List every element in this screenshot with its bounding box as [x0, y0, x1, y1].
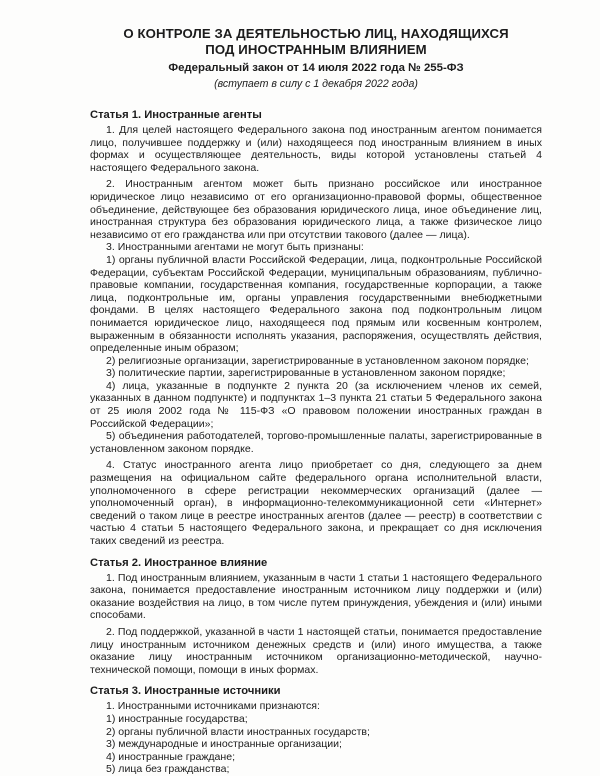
- article-3-list-item: 1) иностранные государства;: [106, 712, 248, 725]
- effective-date-note: (вступает в силу с 1 декабря 2022 года): [214, 78, 418, 90]
- law-subtitle: Федеральный закон от 14 июля 2022 года № 255-ФЗ: [168, 62, 464, 74]
- article-1-paragraph: 3. Иностранными агентами не могут быть признаны:: [106, 241, 364, 254]
- article-1-list-item: 1) органы публичной власти Российской Федерации, лица, подконтрольные Российской Федерации, субъектам Российской Федерации, муниципальным образованиям, публично-правовые компании, государственная компания, государственные корпорации, а также лица, подконтрольные им, органы управления государственными внебюджетными фондами. В целях настоящего Федерального закона под подконтрольным лицом понимается юридическое лицо, находящееся под прямым или косвенным контролем, выраженным в обязанности исполнять указания, распоряжения, осуществлять действия, определенные иным образом;: [90, 253, 542, 355]
- article-3-list-item: 4) иностранные граждане;: [106, 750, 236, 763]
- article-1-list-item: 2) религиозные организации, зарегистрированные в установленном законом порядке;: [106, 354, 529, 367]
- article-3-paragraph: 1. Иностранными источниками признаются:: [106, 700, 320, 713]
- article-1-list-item: 3) политические партии, зарегистрированные в установленном законом порядке;: [106, 367, 506, 380]
- article-1-heading: Статья 1. Иностранные агенты: [90, 109, 262, 121]
- article-2-heading: Статья 2. Иностранное влияние: [90, 556, 268, 569]
- article-3-list-item: 5) лица без гражданства;: [106, 763, 230, 776]
- article-1-paragraph: 2. Иностранным агентом может быть признано российское или иностранное юридическое лицо независимо от его организационно-правовой формы, общественное объединение, действующее без образования юридического лица, иное объединение лиц, иностранная структура без образования юридического лица, а также физическое лицо независимо от его гражданства или при отсутствии такового (далее — лица).: [90, 178, 542, 241]
- article-3-list-item: 2) органы публичной власти иностранных государств;: [106, 725, 370, 738]
- law-title-line-2: ПОД ИНОСТРАННЫМ ВЛИЯНИЕМ: [205, 42, 427, 57]
- article-1-paragraph: 4. Статус иностранного агента лицо приобретает со дня, следующего за днем размещения на официальном сайте федерального органа исполнительной власти, уполномоченного в сфере регистрации некоммерческих организаций (далее — уполномоченный орган), в информационно-телекоммуникационной сети «Интернет» сведений о таком лице в реестре иностранных агентов (далее — реестр) в соответствии с частью 4 статьи 5 настоящего Федерального закона, и прекращает со дня исключения таких сведений из реестра.: [90, 459, 542, 547]
- article-3-list-item: 3) международные и иностранные организации;: [106, 738, 342, 751]
- article-2-paragraph: 1. Под иностранным влиянием, указанным в части 1 статьи 1 настоящего Федерального закона, понимается предоставление иностранным источником лицу поддержки и (или) оказание воздействия на лицо, в том числе путем принуждения, убеждения и (или) иными способами.: [90, 571, 542, 622]
- article-1-list-item: 5) объединения работодателей, торгово-промышленные палаты, зарегистрированные в установленном законом порядке.: [90, 430, 542, 455]
- article-2-paragraph: 2. Под поддержкой, указанной в части 1 настоящей статьи, понимается предоставление лицу иностранным источником денежных средств и (или) иного имущества, а также оказание лицу иностранным источником организационно-методической, научно-технической помощи, помощи в иных формах.: [90, 625, 542, 676]
- law-title-line-1: О КОНТРОЛЕ ЗА ДЕЯТЕЛЬНОСТЬЮ ЛИЦ, НАХОДЯЩИХСЯ: [123, 26, 509, 41]
- article-1-paragraph: 1. Для целей настоящего Федерального закона под иностранным агентом понимается лицо, получившее поддержку и (или) находящееся под иностранным влиянием в иных формах и осуществляющее деятельность, виды которой установлены статьей 4 настоящего Федерального закона.: [90, 124, 542, 174]
- article-3-heading: Статья 3. Иностранные источники: [90, 685, 281, 698]
- law-title: [90, 26, 542, 58]
- article-1-list-item: 4) лица, указанные в подпункте 2 пункта 20 (за исключением членов их семей, указанных в данном подпункте) и подпунктах 1–3 пункта 21 статьи 5 Федерального закона от 25 июля 2002 года № 115-ФЗ «О правовом положении иностранных граждан в Российской Федерации»;: [90, 379, 542, 430]
